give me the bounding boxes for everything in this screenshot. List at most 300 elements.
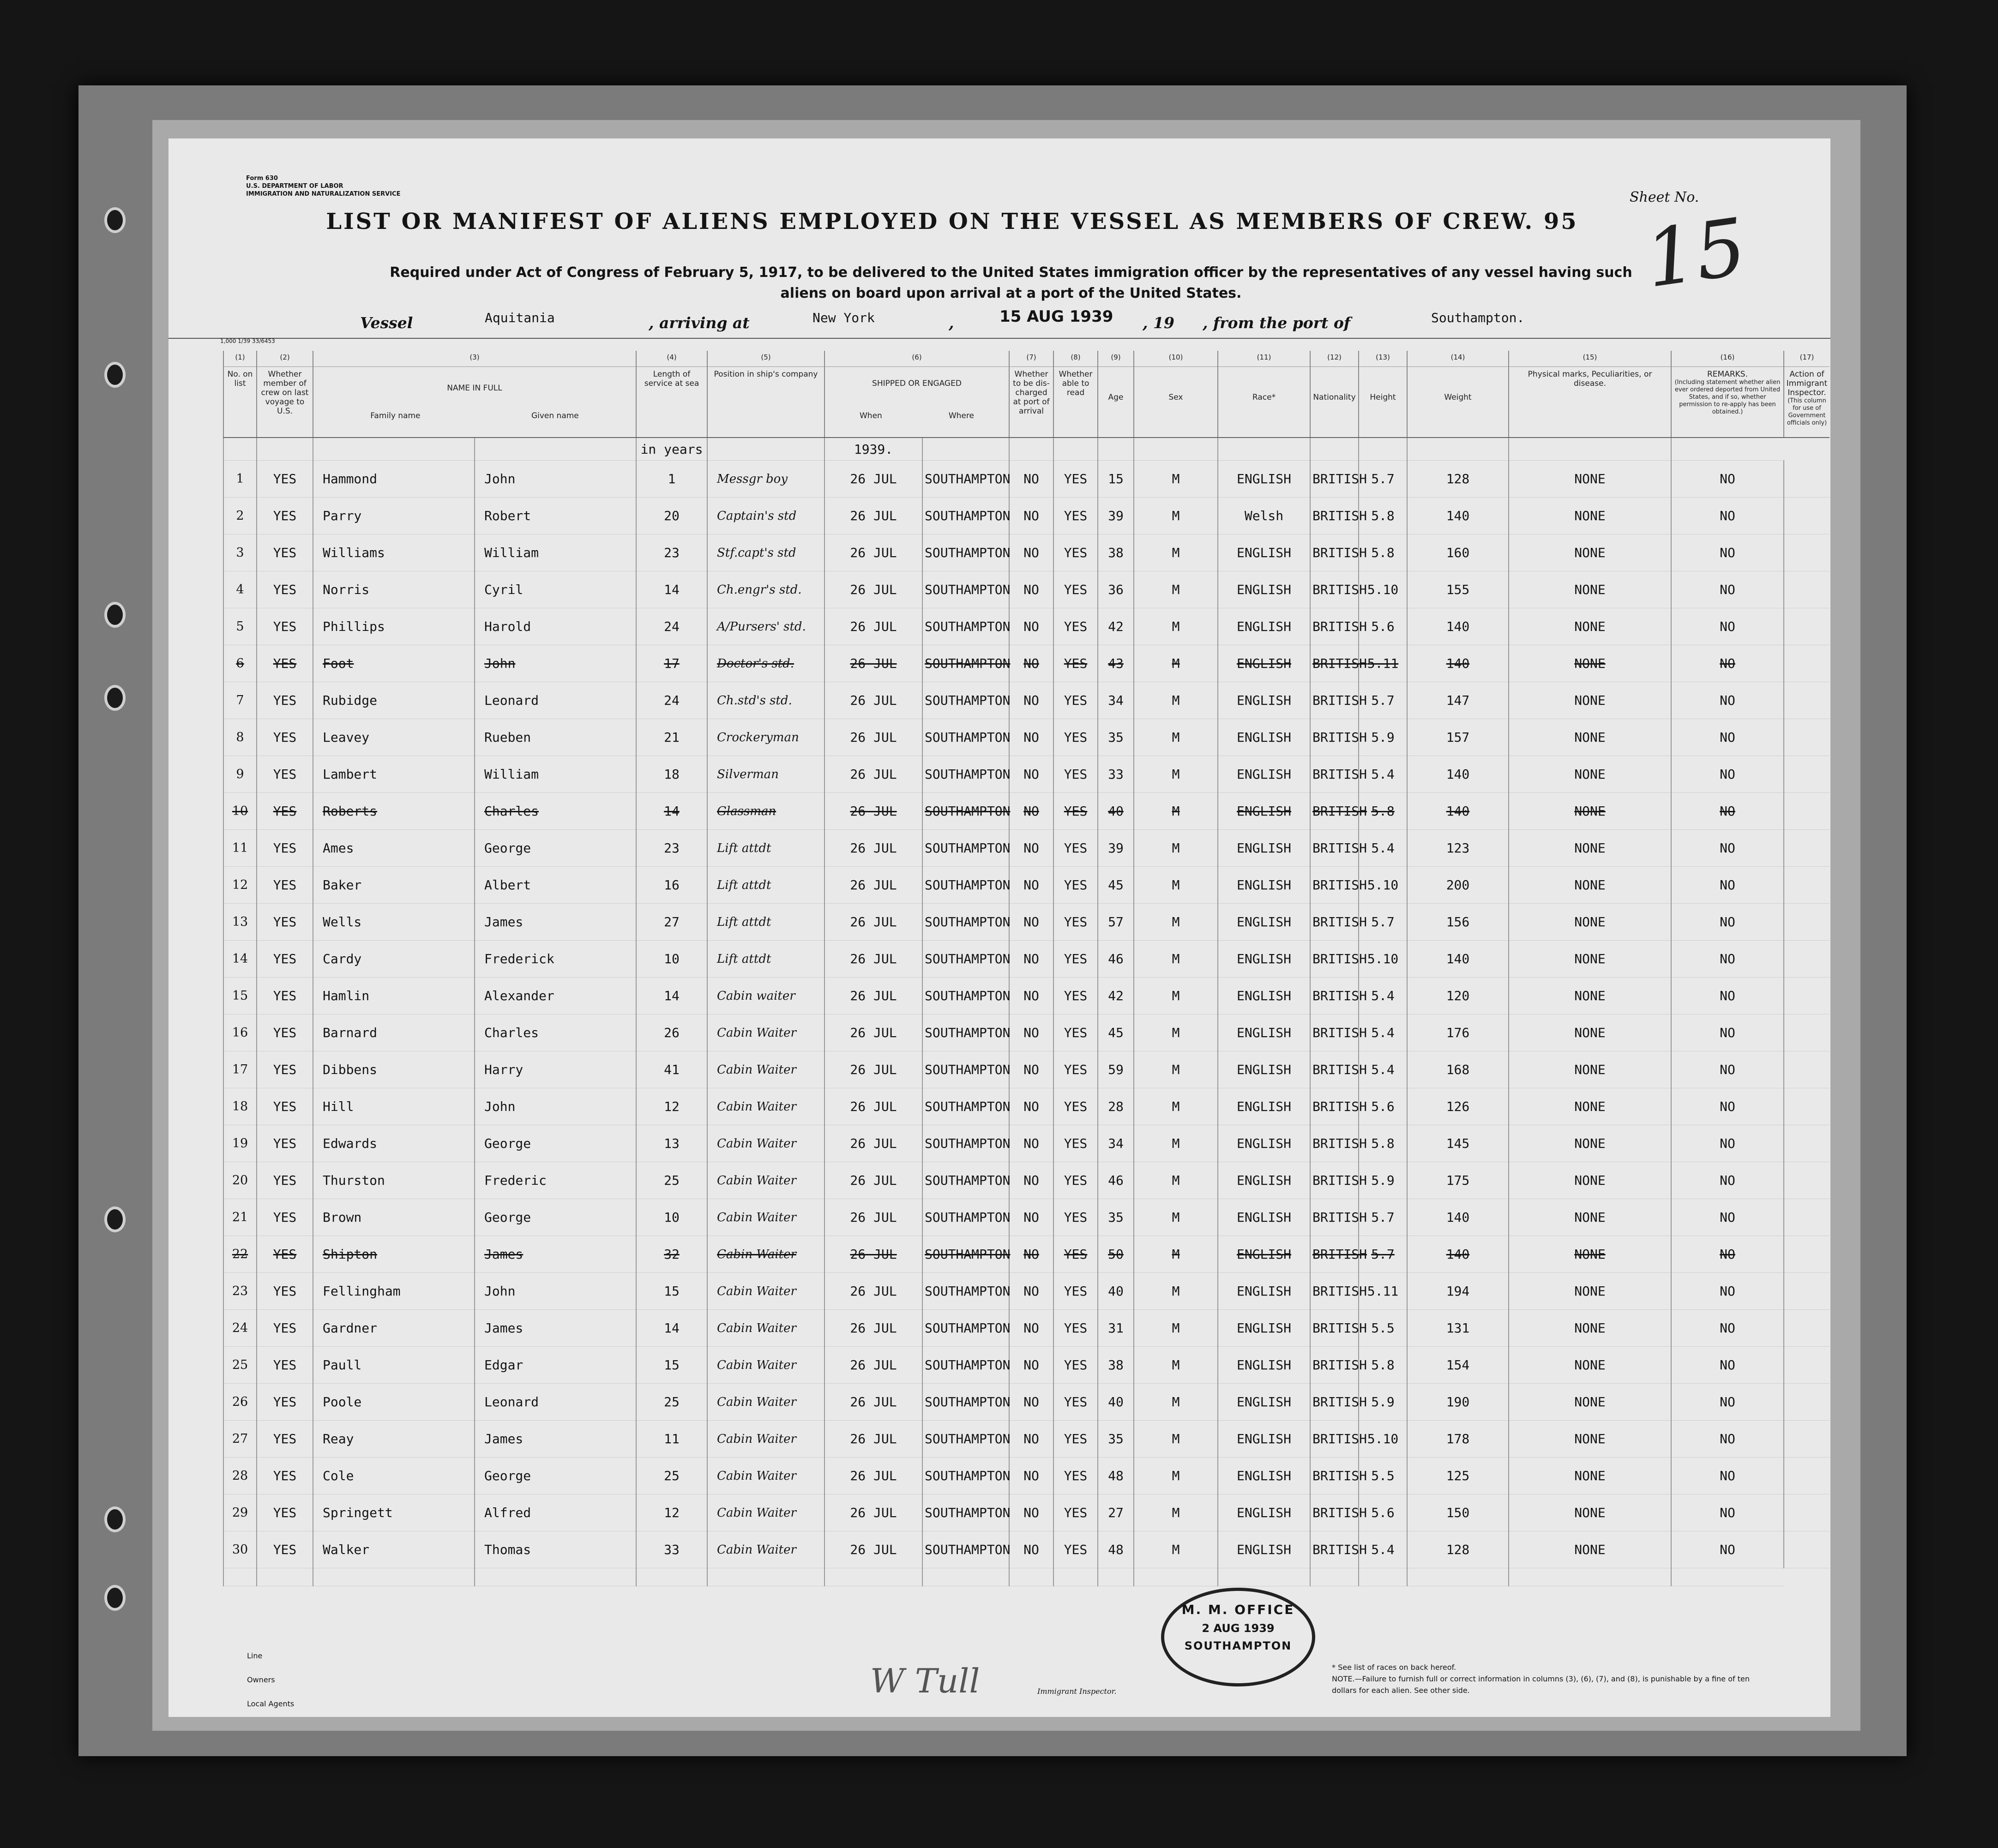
family-name-label: Family name bbox=[370, 411, 421, 420]
crew-row bbox=[223, 608, 1829, 645]
blank-cell bbox=[1310, 1568, 1359, 1586]
given-name-label: Given name bbox=[531, 411, 579, 420]
race: ENGLISH bbox=[1218, 904, 1310, 941]
age: 46 bbox=[1098, 941, 1134, 978]
service-years: 11 bbox=[636, 1421, 707, 1458]
service-years: 15 bbox=[636, 1347, 707, 1384]
physical-marks: NONE bbox=[1509, 1236, 1671, 1273]
race: ENGLISH bbox=[1218, 1458, 1310, 1494]
age: 34 bbox=[1098, 1125, 1134, 1162]
crew-row bbox=[223, 1384, 1829, 1421]
crew-row bbox=[223, 1051, 1829, 1088]
header-length-service: Length of service at sea bbox=[636, 367, 707, 438]
race: ENGLISH bbox=[1218, 1236, 1310, 1273]
row-number: 11 bbox=[223, 830, 257, 867]
blank-cell bbox=[922, 1568, 1009, 1586]
given-name: Alfred bbox=[475, 1494, 636, 1531]
race: ENGLISH bbox=[1218, 1347, 1310, 1384]
shipped-where: SOUTHAMPTON bbox=[922, 867, 1009, 904]
last-voyage: YES bbox=[257, 904, 313, 941]
remarks: NO bbox=[1671, 461, 1784, 498]
shipped-when: 26 JUL bbox=[824, 1494, 922, 1531]
weight: 178 bbox=[1407, 1421, 1509, 1458]
shipped-where: SOUTHAMPTON bbox=[922, 830, 1009, 867]
shipped-when: 26 JUL bbox=[824, 756, 922, 793]
column-number: (14) bbox=[1407, 351, 1509, 367]
row-number: 1 bbox=[223, 461, 257, 498]
position: Cabin Waiter bbox=[707, 1199, 824, 1236]
shipped-where: SOUTHAMPTON bbox=[922, 1310, 1009, 1347]
position: Cabin Waiter bbox=[707, 1236, 824, 1273]
height: 5.7 bbox=[1359, 682, 1407, 719]
given-name: John bbox=[475, 1273, 636, 1310]
remarks: NO bbox=[1671, 608, 1784, 645]
service-years: 16 bbox=[636, 867, 707, 904]
discharged: NO bbox=[1009, 1310, 1053, 1347]
blank-cell bbox=[636, 1568, 707, 1586]
position: Lift attdt bbox=[707, 941, 824, 978]
remarks: NO bbox=[1671, 1310, 1784, 1347]
action-cell bbox=[1784, 1236, 1829, 1273]
remarks: NO bbox=[1671, 941, 1784, 978]
remarks: NO bbox=[1671, 682, 1784, 719]
last-voyage: YES bbox=[257, 1236, 313, 1273]
row-number: 23 bbox=[223, 1273, 257, 1310]
weight: 175 bbox=[1407, 1162, 1509, 1199]
race: ENGLISH bbox=[1218, 1051, 1310, 1088]
height: 5.6 bbox=[1359, 1088, 1407, 1125]
footer-notes bbox=[1332, 1662, 1775, 1696]
height: 5.5 bbox=[1359, 1310, 1407, 1347]
service-years: 32 bbox=[636, 1236, 707, 1273]
weight: 168 bbox=[1407, 1051, 1509, 1088]
action-cell bbox=[1784, 719, 1829, 756]
title-text: LIST OR MANIFEST OF ALIENS EMPLOYED ON THE VESSEL AS MEMBERS OF CREW. bbox=[326, 209, 1535, 234]
discharged: NO bbox=[1009, 1273, 1053, 1310]
family-name: Thurston bbox=[313, 1162, 475, 1199]
weight: 190 bbox=[1407, 1384, 1509, 1421]
crew-row bbox=[223, 1421, 1829, 1458]
binder-hole bbox=[107, 210, 123, 230]
last-voyage: YES bbox=[257, 1347, 313, 1384]
shipped-when: 26 JUL bbox=[824, 1088, 922, 1125]
stamp-port: SOUTHAMPTON bbox=[1184, 1639, 1292, 1652]
family-name: Poole bbox=[313, 1384, 475, 1421]
column-number: (7) bbox=[1009, 351, 1053, 367]
race: ENGLISH bbox=[1218, 461, 1310, 498]
manifest-sheet bbox=[169, 138, 1830, 1717]
service-years: 14 bbox=[636, 1310, 707, 1347]
race: ENGLISH bbox=[1218, 1494, 1310, 1531]
given-name: James bbox=[475, 1421, 636, 1458]
weight: 156 bbox=[1407, 904, 1509, 941]
age: 50 bbox=[1098, 1236, 1134, 1273]
sex: M bbox=[1134, 534, 1218, 571]
able-to-read: YES bbox=[1053, 1125, 1098, 1162]
family-name: Lambert bbox=[313, 756, 475, 793]
able-to-read: YES bbox=[1053, 645, 1098, 682]
height: 5.8 bbox=[1359, 498, 1407, 534]
crew-rows bbox=[223, 438, 1829, 1586]
row-number: 22 bbox=[223, 1236, 257, 1273]
discharged: NO bbox=[1009, 571, 1053, 608]
blank-cell bbox=[475, 1568, 636, 1586]
sex: M bbox=[1134, 1014, 1218, 1051]
sex: M bbox=[1134, 1162, 1218, 1199]
given-name: George bbox=[475, 1458, 636, 1494]
shipped-where: SOUTHAMPTON bbox=[922, 1347, 1009, 1384]
blank-cell bbox=[1134, 1568, 1218, 1586]
shipped-where: SOUTHAMPTON bbox=[922, 756, 1009, 793]
age: 39 bbox=[1098, 498, 1134, 534]
inspector-signature: W Tull bbox=[870, 1662, 980, 1700]
action-note: (This column for use of Government officials only) bbox=[1787, 397, 1827, 426]
service-years: 23 bbox=[636, 534, 707, 571]
owners-label: Owners bbox=[247, 1675, 275, 1684]
able-to-read: YES bbox=[1053, 1162, 1098, 1199]
race: ENGLISH bbox=[1218, 571, 1310, 608]
discharged: NO bbox=[1009, 498, 1053, 534]
shipped-where: SOUTHAMPTON bbox=[922, 682, 1009, 719]
sex: M bbox=[1134, 756, 1218, 793]
discharged: NO bbox=[1009, 941, 1053, 978]
sex: M bbox=[1134, 941, 1218, 978]
able-to-read: YES bbox=[1053, 793, 1098, 830]
shipped-when: 26 JUL bbox=[824, 1273, 922, 1310]
shipped-where: SOUTHAMPTON bbox=[922, 498, 1009, 534]
nationality-label: Nationality bbox=[1313, 393, 1356, 402]
nationality: BRITISH bbox=[1310, 608, 1359, 645]
age: 40 bbox=[1098, 1273, 1134, 1310]
height: 5.7 bbox=[1359, 1236, 1407, 1273]
binder-hole bbox=[107, 1209, 123, 1230]
discharged: NO bbox=[1009, 756, 1053, 793]
sex: M bbox=[1134, 1125, 1218, 1162]
physical-marks: NONE bbox=[1509, 1199, 1671, 1236]
row-number: 20 bbox=[223, 1162, 257, 1199]
shipped-when: 26 JUL bbox=[824, 1310, 922, 1347]
age: 42 bbox=[1098, 608, 1134, 645]
print-code: 1,000 1/39 33/6453 bbox=[220, 338, 275, 344]
year-unit: 1939. bbox=[824, 438, 922, 461]
race: ENGLISH bbox=[1218, 1199, 1310, 1236]
years-unit: in years bbox=[636, 438, 707, 461]
crew-row bbox=[223, 1236, 1829, 1273]
family-name: Rubidge bbox=[313, 682, 475, 719]
position: Crockeryman bbox=[707, 719, 824, 756]
header-action bbox=[1784, 367, 1829, 438]
family-name: Hill bbox=[313, 1088, 475, 1125]
physical-marks: NONE bbox=[1509, 1347, 1671, 1384]
physical-marks: NONE bbox=[1509, 645, 1671, 682]
discharged: NO bbox=[1009, 1014, 1053, 1051]
physical-marks: NONE bbox=[1509, 1531, 1671, 1568]
service-years: 14 bbox=[636, 978, 707, 1014]
crew-row bbox=[223, 941, 1829, 978]
column-number: (15) bbox=[1509, 351, 1671, 367]
height: 5.9 bbox=[1359, 1162, 1407, 1199]
able-to-read: YES bbox=[1053, 1088, 1098, 1125]
nationality: BRITISH bbox=[1310, 1384, 1359, 1421]
action-cell bbox=[1784, 608, 1829, 645]
age: 40 bbox=[1098, 793, 1134, 830]
last-voyage: YES bbox=[257, 571, 313, 608]
shipped-when: 26 JUL bbox=[824, 1199, 922, 1236]
given-name: Cyril bbox=[475, 571, 636, 608]
service-years: 21 bbox=[636, 719, 707, 756]
age: 43 bbox=[1098, 645, 1134, 682]
family-name: Fellingham bbox=[313, 1273, 475, 1310]
physical-marks: NONE bbox=[1509, 461, 1671, 498]
last-voyage: YES bbox=[257, 1384, 313, 1421]
column-number: (12) bbox=[1310, 351, 1359, 367]
given-name: James bbox=[475, 1310, 636, 1347]
physical-marks: NONE bbox=[1509, 719, 1671, 756]
crew-row bbox=[223, 1273, 1829, 1310]
race: ENGLISH bbox=[1218, 756, 1310, 793]
shipped-when: 26 JUL bbox=[824, 682, 922, 719]
column-number: (2) bbox=[257, 351, 313, 367]
race: ENGLISH bbox=[1218, 1273, 1310, 1310]
action-label: Action of Immigrant Inspector. bbox=[1786, 370, 1828, 397]
shipped-when: 26 JUL bbox=[824, 461, 922, 498]
given-name: Rueben bbox=[475, 719, 636, 756]
age: 46 bbox=[1098, 1162, 1134, 1199]
when-label: When bbox=[860, 411, 882, 420]
sex: M bbox=[1134, 978, 1218, 1014]
column-number: (8) bbox=[1053, 351, 1098, 367]
age: 59 bbox=[1098, 1051, 1134, 1088]
able-to-read: YES bbox=[1053, 1236, 1098, 1273]
remarks: NO bbox=[1671, 1347, 1784, 1384]
discharged: NO bbox=[1009, 1531, 1053, 1568]
last-voyage: YES bbox=[257, 756, 313, 793]
comma-label: , bbox=[949, 314, 954, 332]
weight: 131 bbox=[1407, 1310, 1509, 1347]
crew-row bbox=[223, 645, 1829, 682]
row-number: 12 bbox=[223, 867, 257, 904]
given-name: George bbox=[475, 830, 636, 867]
crew-row bbox=[223, 534, 1829, 571]
given-name: Harold bbox=[475, 608, 636, 645]
nationality: BRITISH bbox=[1310, 1310, 1359, 1347]
shipped-when: 26 JUL bbox=[824, 1531, 922, 1568]
crew-row bbox=[223, 1347, 1829, 1384]
action-cell bbox=[1784, 941, 1829, 978]
weight: 155 bbox=[1407, 571, 1509, 608]
action-cell bbox=[1784, 1125, 1829, 1162]
penalty-note: NOTE.—Failure to furnish full or correct information in columns (3), (6), (7), and (8), is punishable by a fine of ten dollars for each alien. See other side. bbox=[1332, 1674, 1750, 1695]
shipped-where: SOUTHAMPTON bbox=[922, 1531, 1009, 1568]
crew-row bbox=[223, 830, 1829, 867]
position: Cabin Waiter bbox=[707, 1162, 824, 1199]
action-cell bbox=[1784, 1310, 1829, 1347]
crew-row bbox=[223, 1310, 1829, 1347]
service-years: 20 bbox=[636, 498, 707, 534]
given-name: Robert bbox=[475, 498, 636, 534]
height: 5.4 bbox=[1359, 978, 1407, 1014]
physical-marks: NONE bbox=[1509, 1014, 1671, 1051]
action-cell bbox=[1784, 904, 1829, 941]
row-number: 5 bbox=[223, 608, 257, 645]
sex: M bbox=[1134, 1236, 1218, 1273]
remarks: NO bbox=[1671, 1162, 1784, 1199]
action-cell bbox=[1784, 645, 1829, 682]
family-name: Cole bbox=[313, 1458, 475, 1494]
race: Welsh bbox=[1218, 498, 1310, 534]
discharged: NO bbox=[1009, 1236, 1053, 1273]
remarks-label: REMARKS. bbox=[1707, 370, 1748, 379]
row-number: 7 bbox=[223, 682, 257, 719]
family-name: Hammond bbox=[313, 461, 475, 498]
column-number: (9) bbox=[1098, 351, 1134, 367]
able-to-read: YES bbox=[1053, 1384, 1098, 1421]
row-number: 14 bbox=[223, 941, 257, 978]
race: ENGLISH bbox=[1218, 608, 1310, 645]
nationality: BRITISH bbox=[1310, 1162, 1359, 1199]
binder-hole bbox=[107, 1509, 123, 1530]
departure-port: Southampton. bbox=[1431, 310, 1525, 325]
discharged: NO bbox=[1009, 1384, 1053, 1421]
shipped-when: 26 JUL bbox=[824, 1162, 922, 1199]
sex: M bbox=[1134, 1051, 1218, 1088]
shipped-where: SOUTHAMPTON bbox=[922, 941, 1009, 978]
physical-marks: NONE bbox=[1509, 793, 1671, 830]
last-voyage: YES bbox=[257, 719, 313, 756]
given-name: Edgar bbox=[475, 1347, 636, 1384]
discharged: NO bbox=[1009, 1162, 1053, 1199]
row-number: 10 bbox=[223, 793, 257, 830]
nationality: BRITISH bbox=[1310, 941, 1359, 978]
age-label: Age bbox=[1108, 393, 1124, 402]
shipped-where: SOUTHAMPTON bbox=[922, 461, 1009, 498]
position: Captain's std bbox=[707, 498, 824, 534]
age: 48 bbox=[1098, 1458, 1134, 1494]
family-name: Foot bbox=[313, 645, 475, 682]
family-name: Roberts bbox=[313, 793, 475, 830]
row-number: 3 bbox=[223, 534, 257, 571]
given-name: Charles bbox=[475, 1014, 636, 1051]
able-to-read: YES bbox=[1053, 830, 1098, 867]
height: 5.8 bbox=[1359, 1347, 1407, 1384]
discharged: NO bbox=[1009, 978, 1053, 1014]
given-name: Alexander bbox=[475, 978, 636, 1014]
position: Cabin Waiter bbox=[707, 1014, 824, 1051]
remarks: NO bbox=[1671, 1273, 1784, 1310]
shipped-where: SOUTHAMPTON bbox=[922, 1236, 1009, 1273]
title-number: 95 bbox=[1543, 209, 1578, 234]
family-name: Williams bbox=[313, 534, 475, 571]
position: Doctor's std. bbox=[707, 645, 824, 682]
physical-marks: NONE bbox=[1509, 941, 1671, 978]
age: 35 bbox=[1098, 1199, 1134, 1236]
race: ENGLISH bbox=[1218, 645, 1310, 682]
able-to-read: YES bbox=[1053, 867, 1098, 904]
given-name: William bbox=[475, 756, 636, 793]
physical-marks: NONE bbox=[1509, 1051, 1671, 1088]
row-number: 9 bbox=[223, 756, 257, 793]
family-name: Edwards bbox=[313, 1125, 475, 1162]
weight: 140 bbox=[1407, 498, 1509, 534]
able-to-read: YES bbox=[1053, 682, 1098, 719]
sex: M bbox=[1134, 682, 1218, 719]
row-number: 30 bbox=[223, 1531, 257, 1568]
shipped-when: 26 JUL bbox=[824, 1458, 922, 1494]
action-cell bbox=[1784, 867, 1829, 904]
shipped-when: 26 JUL bbox=[824, 534, 922, 571]
nationality: BRITISH bbox=[1310, 1421, 1359, 1458]
nationality: BRITISH bbox=[1310, 793, 1359, 830]
remarks: NO bbox=[1671, 867, 1784, 904]
physical-marks: NONE bbox=[1509, 1310, 1671, 1347]
family-name: Cardy bbox=[313, 941, 475, 978]
sex: M bbox=[1134, 719, 1218, 756]
blank-cell bbox=[1509, 1568, 1671, 1586]
last-voyage: YES bbox=[257, 793, 313, 830]
name-in-full-label: NAME IN FULL bbox=[447, 384, 502, 393]
nationality: BRITISH bbox=[1310, 682, 1359, 719]
given-name: Harry bbox=[475, 1051, 636, 1088]
position: Cabin Waiter bbox=[707, 1347, 824, 1384]
age: 36 bbox=[1098, 571, 1134, 608]
header-shipped-engaged bbox=[824, 367, 1009, 438]
position: Lift attdt bbox=[707, 830, 824, 867]
discharged: NO bbox=[1009, 682, 1053, 719]
weight: 157 bbox=[1407, 719, 1509, 756]
shipped-where: SOUTHAMPTON bbox=[922, 1014, 1009, 1051]
row-number: 24 bbox=[223, 1310, 257, 1347]
shipped-when: 26 JUL bbox=[824, 867, 922, 904]
shipped-when: 26 JUL bbox=[824, 719, 922, 756]
age: 40 bbox=[1098, 1384, 1134, 1421]
last-voyage: YES bbox=[257, 608, 313, 645]
remarks: NO bbox=[1671, 1494, 1784, 1531]
column-number: (1) bbox=[223, 351, 257, 367]
row-number: 18 bbox=[223, 1088, 257, 1125]
age: 31 bbox=[1098, 1310, 1134, 1347]
physical-marks: NONE bbox=[1509, 498, 1671, 534]
remarks: NO bbox=[1671, 498, 1784, 534]
header-physical-marks: Physical marks, Peculiarities, or disease. bbox=[1509, 367, 1671, 438]
height: 5.7 bbox=[1359, 461, 1407, 498]
family-name: Ames bbox=[313, 830, 475, 867]
sex: M bbox=[1134, 793, 1218, 830]
family-name: Wells bbox=[313, 904, 475, 941]
column-header-row bbox=[223, 367, 1829, 438]
weight: 154 bbox=[1407, 1347, 1509, 1384]
shipped-where: SOUTHAMPTON bbox=[922, 1199, 1009, 1236]
shipped-when: 26 JUL bbox=[824, 1236, 922, 1273]
position: Cabin waiter bbox=[707, 978, 824, 1014]
sex: M bbox=[1134, 645, 1218, 682]
position: Lift attdt bbox=[707, 904, 824, 941]
position: Cabin Waiter bbox=[707, 1088, 824, 1125]
nationality: BRITISH bbox=[1310, 904, 1359, 941]
height: 5.10 bbox=[1359, 571, 1407, 608]
last-voyage: YES bbox=[257, 1014, 313, 1051]
vessel-line bbox=[169, 307, 1830, 339]
service-years: 1 bbox=[636, 461, 707, 498]
shipped-where: SOUTHAMPTON bbox=[922, 1051, 1009, 1088]
remarks: NO bbox=[1671, 830, 1784, 867]
position: Cabin Waiter bbox=[707, 1273, 824, 1310]
last-voyage: YES bbox=[257, 978, 313, 1014]
header-able-read: Whether able to read bbox=[1053, 367, 1098, 438]
form-number: Form 630 bbox=[246, 175, 278, 182]
column-number: (4) bbox=[636, 351, 707, 367]
height: 5.9 bbox=[1359, 719, 1407, 756]
shipped-engaged-label: SHIPPED OR ENGAGED bbox=[872, 379, 962, 388]
